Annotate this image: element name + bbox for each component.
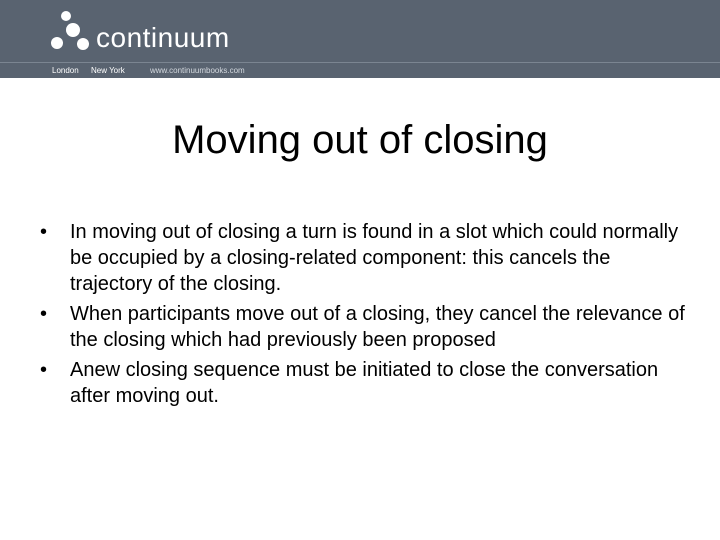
bullet-text: Anew closing sequence must be initiated to close the conversation after moving out. — [70, 359, 659, 407]
bullet-list — [40, 219, 695, 413]
banner-divider — [0, 62, 720, 63]
continuum-dots-logo-icon — [50, 10, 90, 52]
bullet-marker: • — [40, 303, 48, 325]
bullet-text: When participants move out of a closing, they cancel the relevance of the closing which had previously been proposed — [70, 303, 685, 351]
city-london: London — [52, 66, 79, 75]
bullet-text: In moving out of closing a turn is found in a slot which could normally be occupied by a closing-related component: this cancels the trajectory of the closing. — [70, 221, 679, 295]
website-url: www.continuumbooks.com — [150, 66, 245, 75]
bullet-item — [40, 357, 695, 409]
brand-name: continuum — [96, 22, 230, 53]
city-newyork: New York — [91, 66, 125, 75]
bullet-item — [40, 219, 695, 297]
slide-title: Moving out of closing — [172, 118, 548, 162]
bullet-item — [40, 301, 695, 353]
bullet-marker: • — [40, 359, 48, 381]
header-banner — [0, 0, 720, 78]
bullet-marker: • — [40, 221, 48, 243]
